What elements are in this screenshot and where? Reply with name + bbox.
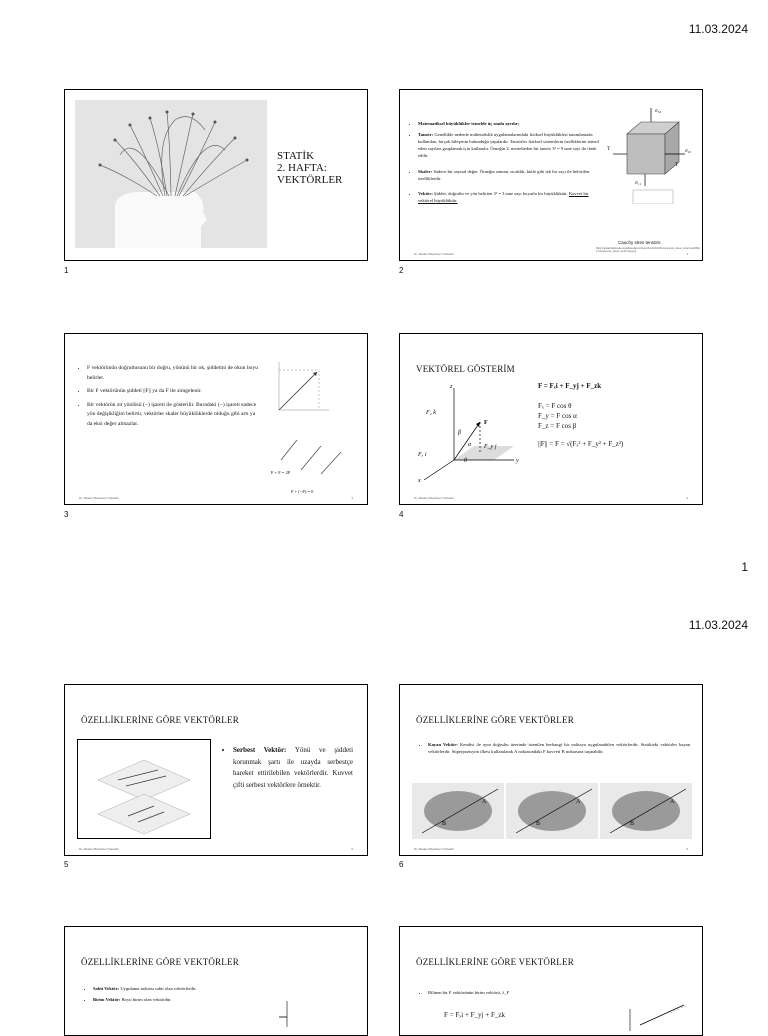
bullet-text: Yönü ve şiddeti korunmak şartı ile uzayda serbestçe hareket ettirilebilen vektörlerdir. Kuvvet çifti serbest vektörlere örnektir. <box>233 746 354 789</box>
svg-text:σ₃₃: σ₃₃ <box>655 109 662 114</box>
slide-number: 1 <box>64 266 69 275</box>
svg-text:y: y <box>516 458 519 464</box>
bullet-text: Boyu birim olan vektördür. <box>121 997 172 1003</box>
stress-cube-diagram <box>605 104 697 204</box>
bullet-text: Şiddet, doğrultu ve yön belirten 3¹ = 3 tane sayı boyutlu bir büyüklüktür. <box>434 190 568 196</box>
slide-number: 3 <box>64 510 69 519</box>
slide-6 <box>399 684 703 856</box>
slide-title: ÖZELLİKLERİNE GÖRE VEKTÖRLER <box>81 715 239 725</box>
svg-text:T: T <box>607 147 611 152</box>
bullet-head: Birim Vektör: <box>93 997 121 1003</box>
svg-text:θ: θ <box>464 458 467 464</box>
svg-text:A: A <box>482 799 487 805</box>
slide-title: ÖZELLİKLERİNE GÖRE VEKTÖRLER <box>81 957 239 967</box>
svg-text:B: B <box>536 821 541 827</box>
figure-caption: Cauchy stres tensörü <box>618 240 661 245</box>
svg-text:B: B <box>630 821 635 827</box>
unit-vector-axes <box>271 997 301 1036</box>
bullet-head: Kayan Vektör: <box>428 742 458 747</box>
slide-4 <box>399 333 703 505</box>
title-line: VEKTÖRLER <box>277 174 343 186</box>
bullet-link[interactable]: Kuvvet bir vektörel büyüklüktür. <box>418 190 589 203</box>
slide-footer: Dr. Madeni Büyüksel Yükseltir <box>414 847 454 851</box>
slide-number: 5 <box>64 860 69 869</box>
title-line: 2. HAFTA: <box>277 162 327 174</box>
svg-text:F: F <box>484 420 488 426</box>
svg-text:β: β <box>458 430 461 436</box>
slide-8 <box>399 926 703 1036</box>
slide-footer-number: 4 <box>686 496 688 500</box>
equation: F + F = 2F <box>271 470 291 475</box>
planes-illustration <box>78 740 210 838</box>
bullet-text: • Bir F vektörünün şiddeti ||F|| ya da F ile simgelenir. <box>87 387 261 397</box>
slide-7 <box>64 926 368 1036</box>
svg-text:σ₂₂: σ₂₂ <box>685 149 692 154</box>
slide-2 <box>399 89 703 261</box>
slide-footer: Dr. Madeni Büyüksel Yükseltir <box>414 496 454 500</box>
free-vector-figure <box>77 739 211 839</box>
svg-text:x: x <box>418 478 421 484</box>
slide-footer: Dr. Madeni Büyüksel Yükseltir <box>414 252 454 256</box>
svg-text:σ₁₁: σ₁₁ <box>635 181 642 186</box>
svg-text:α: α <box>468 442 472 448</box>
bullet-text: Matematiksel büyüklükler temelde üç sınıfa ayrılır; <box>418 121 520 126</box>
head-arrows-image <box>75 100 267 248</box>
slide-footer: Dr. Madeni Büyüksel Yükseltir <box>79 496 119 500</box>
equation: F + (−F) = 0 <box>291 489 314 494</box>
slide-footer: Dr. Madeni Büyüksel Yükseltir <box>79 847 119 851</box>
slide-number: 2 <box>399 266 404 275</box>
bullet-head: Tansör: <box>418 132 434 138</box>
equation-main: F = Fₓi + F_yj + F_zk <box>538 382 602 390</box>
slide-title: ÖZELLİKLERİNE GÖRE VEKTÖRLER <box>416 957 574 967</box>
sliding-vector-images <box>412 783 692 839</box>
bullet-text: • Bilinen bir F vektörünün birim vektörü, λ_F <box>428 989 640 996</box>
bullet-text: Kendisi ile aynı doğrultu üzerinde istenilen herhangi bir noktaya uygulanabilen vektörlerdir. Statikteki vektörler kayan vektörlerdir. Süperpozisyon ilkesi kullanılarak A noktasındaki F kuvveti B noktasına taşınabilir. <box>428 742 691 755</box>
bullet-head: Skaler: <box>418 168 433 174</box>
figure-source: https://upload.wikimedia.org/wikipedia/commons/thumb/b/b3/Components_stress_tensor.svg/300px-Components_stress_tensor.svg.png <box>596 247 700 254</box>
bullet-text: Uygulama noktası sabit olan vektörlerdir. <box>120 986 197 991</box>
slide-footer-number: 5 <box>351 847 353 851</box>
bullet-text: Sadece bir sayısal değer. Örneğin zaman, sıcaklık, kütle gibi tek bir sayı ile belirtilen özelliklerdir. <box>418 168 590 181</box>
svg-text:B: B <box>442 821 447 827</box>
slide-footer-number: 6 <box>686 847 688 851</box>
equation: F_z = F cos β <box>538 422 577 430</box>
slide-3 <box>64 333 368 505</box>
title-line: STATİK <box>277 150 315 162</box>
svg-text:F₂ k: F₂ k <box>426 410 436 416</box>
equation: F_y = F cos α <box>538 412 577 420</box>
slide-date: 11.03.2024 <box>688 22 748 36</box>
bullet-text: • Bir vektörün zıt yönlüsü (−) işareti ile gösterilir. Buradaki (−) işareti sadece yön değişikliğini belirtir, vektörler skaler büyüklüklerde olduğu gibi artı ya da eksi değer almazlar. <box>87 401 261 430</box>
bullet-head: Serbest Vektör: <box>233 746 287 754</box>
3d-axes-diagram <box>414 382 524 492</box>
slide-title <box>277 150 342 186</box>
vector-diagram <box>269 340 359 500</box>
svg-text:F_y j: F_y j <box>484 444 497 450</box>
bullet-head: Vektör: <box>418 190 433 196</box>
slide-title: VEKTÖREL GÖSTERİM <box>416 364 515 374</box>
bullet-text: • F vektörünün doğrultusunu bir doğru, yönünü bir ok, şiddetini de okun boyu belirler. <box>87 364 261 383</box>
bullet-text: Genellikle nedenle mühendislik uygulamalarındaki fiziksel büyüklükleri tanımlamada kullanılan, birçok bileşenin bulunduğu yapılardır. Tansörler fiziksel sistemlerin özelliklerini temsil eden sayıları gruplamak için kullanılır. Örneğin 2. mertebeden bir tansör 3² = 9 tane sayı ile ifade edilir. <box>418 132 599 159</box>
slide-title: ÖZELLİKLERİNE GÖRE VEKTÖRLER <box>416 715 574 725</box>
slide-date: 11.03.2024 <box>688 618 748 632</box>
unit-vector-diagram <box>610 1003 690 1033</box>
slide-number: 6 <box>399 860 404 869</box>
slide-footer-number: 2 <box>686 252 688 256</box>
bullet-head: Sabit Vektör: <box>93 986 120 991</box>
page-number: 1 <box>741 560 748 574</box>
slide-footer-number: 3 <box>351 496 353 500</box>
slide-1 <box>64 89 368 261</box>
slide-number: 4 <box>399 510 404 519</box>
svg-text:A: A <box>576 799 581 805</box>
svg-text:z: z <box>450 384 453 390</box>
svg-text:Fₓ i: Fₓ i <box>418 452 427 458</box>
slide-5 <box>64 684 368 856</box>
equation: F = Fₓi + F_yj + F_zk <box>444 1011 505 1019</box>
equation-magnitude: ||F|| = F = √(Fₓ² + F_y² + F_z²) <box>538 440 624 448</box>
svg-text:A: A <box>670 799 675 805</box>
equation: Fₓ = F cos θ <box>538 402 572 410</box>
svg-text:T: T <box>675 163 679 168</box>
